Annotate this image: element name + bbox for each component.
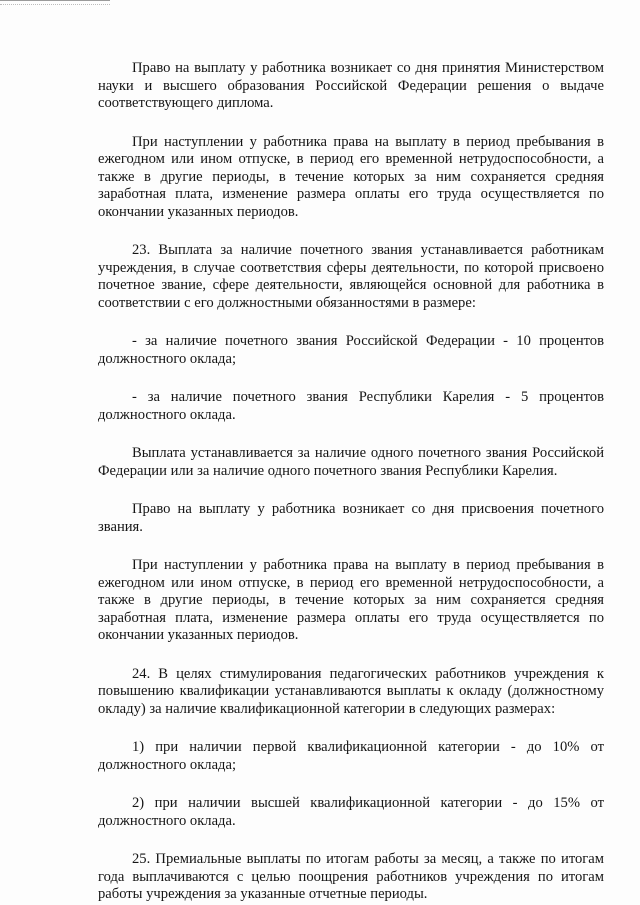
list-item-title-rf: - за наличие почетного звания Российской Федерации - 10 процентов должностного оклада; [98, 333, 604, 367]
paragraph-single-title: Выплата устанавливается за наличие одного почетного звания Российской Федерации или за наличие одного почетного звания Республики Карелия. [98, 445, 604, 479]
paragraph-item-24: 24. В целях стимулирования педагогических работников учреждения к повышению квалификации устанавливаются выплаты к окладу (должностному окладу) за наличие квалификационной категории в следующих размерах: [98, 665, 604, 717]
paragraph-item-25: 25. Премиальные выплаты по итогам работы за месяц, а также по итогам года выплачиваются с целью поощрения работников учреждения по итогам работы учреждения за указанные отчетные периоды. [98, 851, 604, 902]
paragraph-vacation-rule-1: При наступлении у работника права на выплату в период пребывания в ежегодном или ином отпуске, в период его временной нетрудоспособности, а также в другие периоды, в течение которых за ним сохраняется средняя заработная плата, изменение размера оплаты его труда осуществляется по окончании указанных периодов. [98, 133, 604, 220]
list-item-title-karelia: - за наличие почетного звания Республики Карелия - 5 процентов должностного оклада. [98, 389, 604, 423]
paragraph-vacation-rule-2: При наступлении у работника права на выплату в период пребывания в ежегодном или ином отпуске, в период его временной нетрудоспособности, а также в другие периоды, в течение которых за ним сохраняется средняя заработная плата, изменение размера оплаты его труда осуществляется по окончании указанных периодов. [98, 557, 604, 643]
list-item-highest-category: 2) при наличии высшей квалификационной категории - до 15% от должностного оклада. [98, 795, 604, 829]
paragraph-item-23: 23. Выплата за наличие почетного звания устанавливается работникам учреждения, в случае соответствия сферы деятельности, по которой присвоено почетное звание, сфере деятельности, являющейся основной для работника в соответствии с его должностными обязанностями в размере: [98, 242, 604, 311]
scan-edge-mark [0, 0, 110, 5]
paragraph-diploma-right-date: Право на выплату у работника возникает со дня принятия Министерством науки и высшего образования Российской Федерации решения о выдаче соответствующего диплома. [98, 60, 604, 111]
paragraph-title-right-date: Право на выплату у работника возникает со дня присвоения почетного звания. [98, 501, 604, 535]
document-body [98, 60, 604, 904]
list-item-first-category: 1) при наличии первой квалификационной категории - до 10% от должностного оклада; [98, 739, 604, 773]
